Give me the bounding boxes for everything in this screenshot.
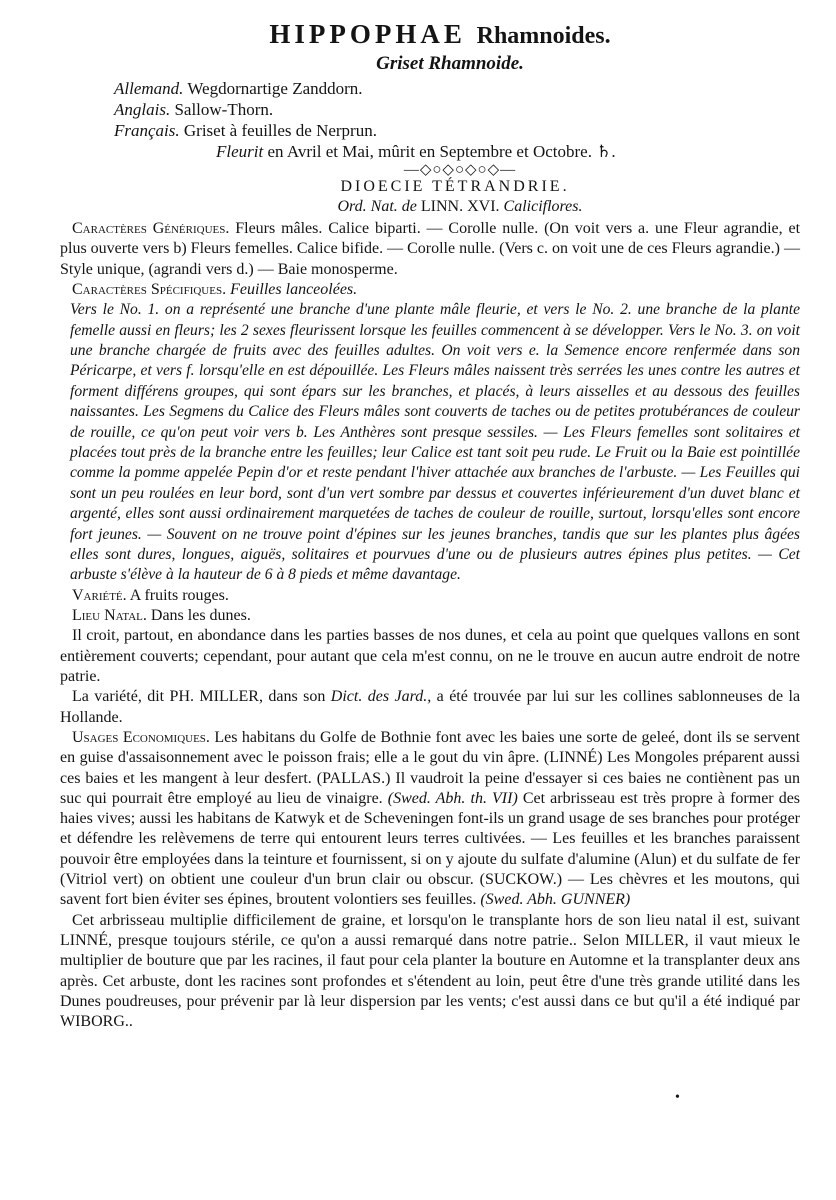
name-line-german bbox=[114, 78, 800, 99]
habitat-paragraph: Il croit, partout, en abondance dans les parties basses de nos dunes, et cela au point que quelques vallons en sont entièrement couverts; cependant, pour autant que cela m'est connu, on ne le trouve en aucun autre endroit de notre patrie. bbox=[60, 627, 800, 686]
citation: (PALLAS.) bbox=[316, 769, 391, 787]
variety-line bbox=[60, 586, 800, 606]
language-label: Allemand. bbox=[114, 79, 184, 98]
language-label: Anglais. bbox=[114, 100, 171, 119]
text-run: Les habitans du Golfe de Bothnie font avec les baies une sorte de geleé, dont ils se servent en guise d'assaisonnement avec le poisson frais; elle a le gout du vin âpre. bbox=[60, 728, 800, 767]
name-line-french bbox=[114, 120, 800, 141]
text-run: La variété, dit bbox=[72, 688, 165, 706]
variety-paragraph bbox=[60, 687, 800, 728]
economic-uses bbox=[60, 728, 800, 911]
section-label: Lieu Natal. bbox=[72, 607, 147, 625]
document-body bbox=[60, 219, 800, 1032]
author-name: LINNÉ, bbox=[60, 931, 112, 949]
section-label: Caractères Génériques. bbox=[72, 220, 230, 237]
order-prefix: Ord. Nat. de bbox=[337, 198, 417, 215]
specific-characters bbox=[60, 280, 800, 300]
order-linn: LINN. XVI. bbox=[420, 198, 500, 215]
language-label: Français. bbox=[114, 121, 180, 140]
text-run: — Les chèvres et les moutons, qui savent fort bien éviter ses épines, broutent volontiers ses feuilles. bbox=[60, 871, 800, 909]
species-name: Rhamnoides. bbox=[476, 23, 611, 49]
text-run: a été trouvée par lui sur les collines sablonneuses de la Hollande. bbox=[60, 688, 801, 726]
vernacular-name: Wegdornartige Zanddorn. bbox=[187, 79, 363, 98]
section-label: Caractères Spécifiques. bbox=[72, 280, 227, 298]
citation: (LINNÉ) bbox=[543, 749, 603, 767]
vernacular-name: Sallow-Thorn. bbox=[174, 100, 274, 119]
text-run: Les Mongoles préparent aussi ces baies et les mangent à leur desfert. bbox=[60, 749, 801, 787]
vernacular-name: Griset à feuilles de Nerprun. bbox=[183, 121, 377, 140]
print-mark: • bbox=[675, 1090, 680, 1105]
author-name: PH. MILLER, bbox=[169, 688, 263, 706]
classification-class: DIOECIE TÉTRANDRIE. bbox=[340, 178, 570, 195]
variety-text: A fruits rouges. bbox=[129, 586, 229, 604]
specific-text: Feuilles lanceolées. bbox=[230, 280, 358, 298]
generic-characters bbox=[60, 219, 800, 280]
name-line-english bbox=[114, 99, 800, 120]
text-run: Cet arbrisseau multiplie difficilement de graine, et lorsqu'on le transplante hors de son lieu natal il est, suivant bbox=[72, 911, 800, 929]
section-label: Variété. bbox=[72, 586, 127, 604]
section-label: Usages Economiques. bbox=[72, 728, 210, 746]
text-run: Il vaudroit la peine d'essayer si ces baies ne contiènent pas un suc qui pourrait être employé au lieu de vinaigre. bbox=[60, 769, 801, 807]
author-name: WIBORG.. bbox=[60, 1013, 133, 1031]
flowering-text: en Avril et Mai, mûrit en Septembre et Octobre. ♄. bbox=[267, 142, 616, 161]
text-run: il vaut mieux le multiplier de bouture que par les racines, il faut pour cela planter la bouture en Automne et la transplanter deux ans après. Cet arbuste, dont les racines sont profondes et s'étendent au loin, peut être d'une très grande utilité dans les Dunes poudreuses, pour prévenir par là leur dispersion par les vents; c'est aussi dans ce but qu'il a été indiqué par bbox=[60, 931, 801, 1010]
order-suffix: Caliciflores. bbox=[503, 198, 583, 215]
vernacular-names bbox=[114, 78, 800, 141]
ornament-divider: —◇○◇○◇○◇— bbox=[403, 162, 517, 178]
culture-paragraph bbox=[60, 911, 800, 1033]
work-title: Dict. des Jard., bbox=[330, 688, 432, 706]
habitat-line bbox=[60, 606, 800, 626]
generic-text: Fleurs mâles. Calice biparti. — Corolle nulle. (On voit vers a. une Fleur agrandie, et plus ouverte vers b) Fleurs femelles. Calice bifide. — Corolle nulle. (Vers c. on voit une de ces Fleurs agrandie.) — Style unique, (agrandi vers d.) — Baie monosperme. bbox=[60, 220, 801, 278]
document-page bbox=[60, 18, 800, 1032]
common-name: Griset Rhamnoide. bbox=[376, 53, 524, 74]
citation: (Swed. Abh. th. VII) bbox=[387, 789, 518, 807]
classification-order bbox=[120, 197, 800, 217]
habitat-text: Dans les dunes. bbox=[150, 607, 251, 625]
page-title bbox=[80, 18, 800, 52]
genus-name: HIPPOPHAE bbox=[269, 19, 466, 49]
author-name: MILLER, bbox=[625, 931, 689, 949]
text-run: presque toujours stérile, ce qu'on a aussi remarqué dans notre patrie.. Selon bbox=[117, 931, 620, 949]
flowering-line bbox=[216, 141, 800, 163]
citation: (Swed. Abh. GUNNER) bbox=[480, 891, 631, 909]
citation: (SUCKOW.) bbox=[479, 871, 563, 889]
flowering-label: Fleurit bbox=[216, 142, 264, 161]
text-run: dans son bbox=[268, 688, 326, 706]
text-run: Cet arbrisseau est très propre à former des haies vives; aussi les habitans de Katwyk et de Scheveningen font-ils un grand usage de ses branches pour protéger et défendre les relèvemens de terre qui entourent leurs terres cultivées. — Les feuilles et les branches paraissent pouvoir être employées dans la teinture et fournissent, si on y ajoute du sulfate d'alumine (Alun) et du sulfate de fer (Vitriol vert) on obtient une couleur d'un brun clair ou obscur. bbox=[60, 789, 801, 889]
specific-description: Vers le No. 1. on a représenté une branche d'une plante mâle fleurie, et vers le No. 2. une branche de la plante femelle aussi en fleurs; les 2 sexes fleurissent lorsque les feuilles commencent à se développer. Vers le No. 3. on voit une branche chargée de fruits avec des feuilles adultes. On voit vers e. la Semence encore renfermée dans son Péricarpe, et vers f. lorsqu'elle en est dépouillée. Les Fleurs mâles naissent très serrées les unes contre les autres et forment différens groupes, qui sont épars sur les branches, et placés, à leurs aisselles et au dessous des feuilles naissantes. Les Segmens du Calice des Fleurs mâles sont couverts de taches ou de petites protubérances de couleur de rouille, ce qu'on peut voir vers b. Les Anthères sont presque sessiles. — Les Fleurs femelles sont solitaires et placées tout près de la branche entre les feuilles; leur Calice est tant soit peu rude. Le Fruit ou la Baie est pointillée comme la pomme appelée Pepin d'or et reste pendant l'hiver attachée aux branches de l'arbuste. — Les Feuilles qui sont un peu roulées en leur bord, sont d'un vert sombre par dessus et couvertes inférieurement d'un duvet blanc et argenté, elles sont aussi ordinairement marquetées de taches de couleur de rouille, surtout, lorsqu'elles sont encore fort jeunes. — Souvent on ne trouve point d'épines sur les jeunes branches, tandis que sur les plantes plus âgées elles sont dures, longues, aiguës, solitaires et pourvues d'une ou de plusieurs autres épines plus petites. — Cet arbuste s'élève à la hauteur de 6 à 8 pieds et même davantage. bbox=[70, 301, 800, 584]
